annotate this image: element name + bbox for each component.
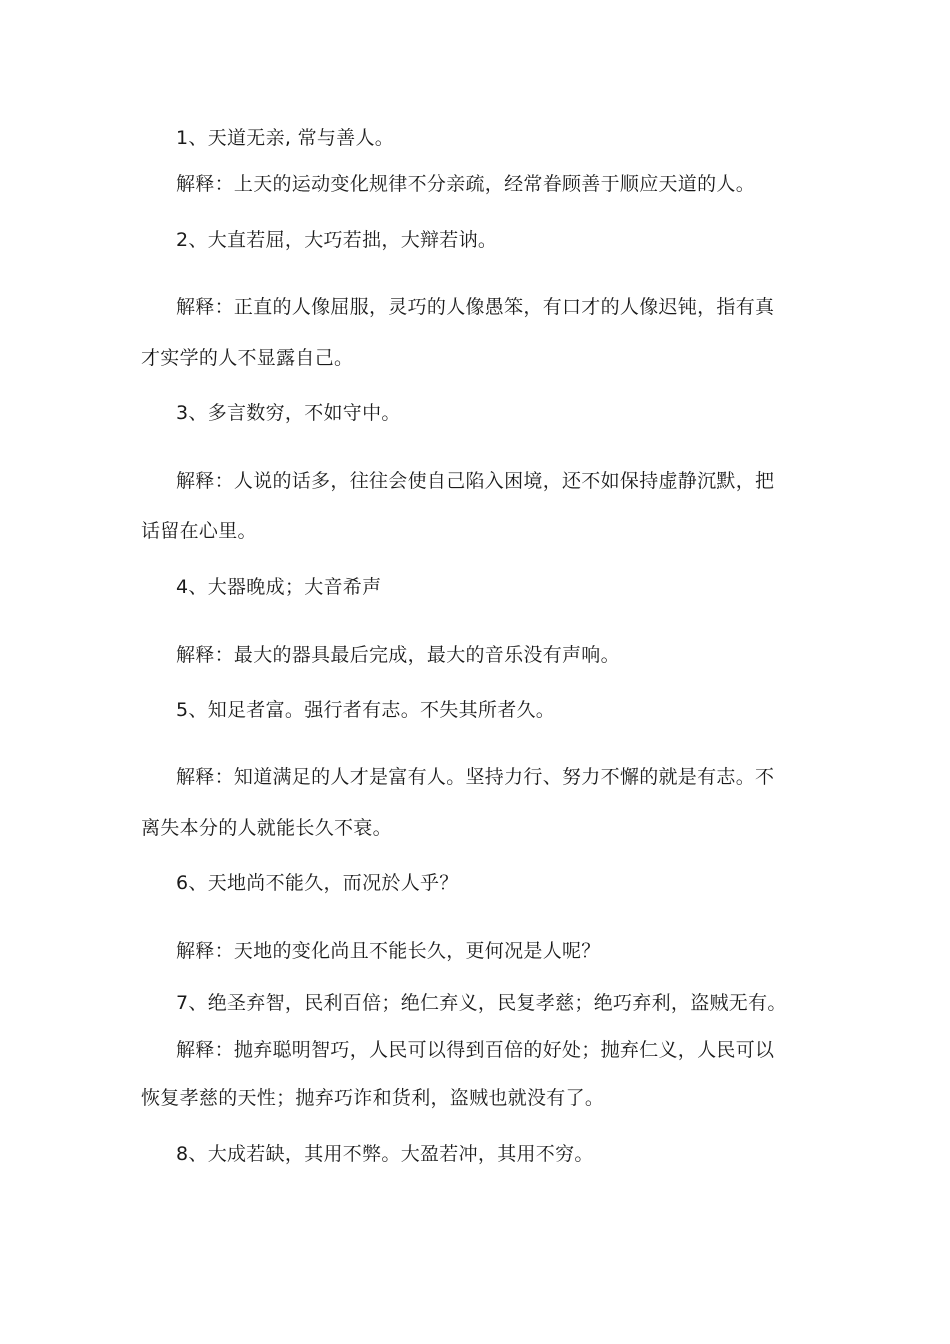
quote-4: 4、大器晚成；大音希声 <box>176 576 382 598</box>
explanation-4: 解释：最大的器具最后完成，最大的音乐没有声响。 <box>176 644 620 666</box>
quote-6: 6、天地尚不能久，而况於人乎？ <box>176 872 459 894</box>
quote-8: 8、大成若缺，其用不弊。大盈若冲，其用不穷。 <box>176 1143 594 1165</box>
quote-2: 2、大直若屈，大巧若拙，大辩若讷。 <box>176 229 498 251</box>
explanation-3-line-2: 话留在心里。 <box>141 520 257 542</box>
quote-3: 3、多言数穷，不如守中。 <box>176 402 401 424</box>
quote-1: 1、天道无亲, 常与善人。 <box>176 127 395 149</box>
explanation-2-line-2: 才实学的人不显露自己。 <box>141 347 354 369</box>
explanation-3-line-1: 解释：人说的话多，往往会使自己陷入困境，还不如保持虚静沉默，把 <box>176 470 775 492</box>
explanation-1: 解释：上天的运动变化规律不分亲疏，经常眷顾善于顺应天道的人。 <box>176 173 756 195</box>
explanation-5-line-2: 离失本分的人就能长久不衰。 <box>141 817 392 839</box>
explanation-6: 解释：天地的变化尚且不能长久，更何况是人呢？ <box>176 940 601 962</box>
explanation-7-line-1: 解释：抛弃聪明智巧，人民可以得到百倍的好处；抛弃仁义，人民可以 <box>176 1039 775 1061</box>
quote-7: 7、绝圣弃智，民利百倍；绝仁弃义，民复孝慈；绝巧弃利，盗贼无有。 <box>176 992 787 1014</box>
explanation-7-line-2: 恢复孝慈的天性；抛弃巧诈和货利，盗贼也就没有了。 <box>141 1087 605 1109</box>
explanation-5-line-1: 解释：知道满足的人才是富有人。坚持力行、努力不懈的就是有志。不 <box>176 766 775 788</box>
quote-5: 5、知足者富。强行者有志。不失其所者久。 <box>176 699 556 721</box>
explanation-2-line-1: 解释：正直的人像屈服，灵巧的人像愚笨，有口才的人像迟钝，指有真 <box>176 296 775 318</box>
